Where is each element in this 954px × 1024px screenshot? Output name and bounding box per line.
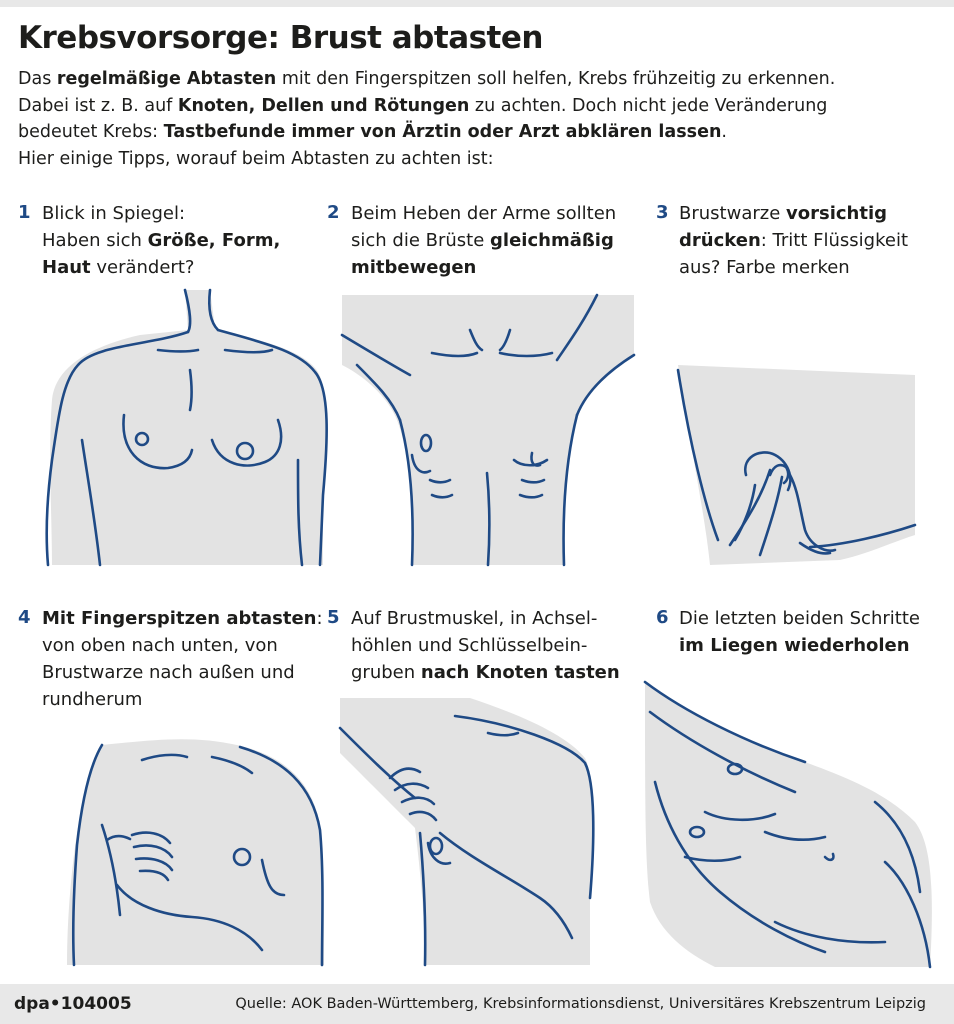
illustration-arms-raised xyxy=(342,295,634,565)
illustration-palpation xyxy=(62,735,327,965)
step-text-line xyxy=(679,227,939,254)
step-1-text xyxy=(42,200,312,281)
step-text-span: : xyxy=(316,608,323,629)
step-4-number: 4 xyxy=(18,607,31,628)
step-text-line: Die letzten beiden Schritte xyxy=(679,608,920,629)
illustration-armpit-check xyxy=(340,698,632,965)
step-2-number: 2 xyxy=(327,202,340,223)
intro-text-span: . xyxy=(721,122,727,142)
step-text-line: höhlen und Schlüsselbein- xyxy=(351,635,588,656)
step-bold: nach Knoten tasten xyxy=(420,662,620,683)
step-bold: Haut xyxy=(42,257,91,278)
step-text-span: verändert? xyxy=(90,257,195,278)
step-2-text xyxy=(351,200,641,281)
intro-line-4: Hier einige Tipps, worauf beim Abtasten zu achten ist: xyxy=(18,148,494,169)
step-1-number: 1 xyxy=(18,202,31,223)
step-5-text xyxy=(351,605,641,686)
body-silhouette xyxy=(67,739,324,965)
step-3-text xyxy=(679,200,939,281)
step-bold: gleichmäßig xyxy=(490,230,614,251)
footer-brand: dpa•104005 xyxy=(14,994,132,1014)
step-text-span: sich die Brüste xyxy=(351,230,491,251)
intro-text xyxy=(18,66,938,172)
step-text-line xyxy=(679,632,939,659)
step-text-line xyxy=(42,254,312,281)
step-text-span: Brustwarze xyxy=(679,203,786,224)
intro-text-span: mit den Fingerspitzen soll helfen, Krebs frühzeitig zu erkennen. xyxy=(276,69,836,89)
step-3-number: 3 xyxy=(656,202,669,223)
step-text-span: Haben sich xyxy=(42,230,148,251)
illustration-mirror-check xyxy=(40,290,335,565)
intro-text-span: zu achten. Doch nicht jede Veränderung xyxy=(469,95,828,116)
intro-bold: Tastbefunde immer von Ärztin oder Arzt abklären lassen xyxy=(163,122,722,142)
step-bold: mitbewegen xyxy=(351,257,477,278)
step-bold: vorsichtig xyxy=(786,203,888,224)
step-bold: Größe, Form, xyxy=(147,230,281,251)
intro-bold: regelmäßige Abtasten xyxy=(56,69,277,89)
step-text-line: Beim Heben der Arme sollten xyxy=(351,203,617,224)
step-text-line: aus? Farbe merken xyxy=(679,257,850,278)
step-6-text xyxy=(679,605,939,659)
intro-line-3 xyxy=(18,119,938,146)
intro-text-span: Das xyxy=(18,69,57,89)
step-text-line xyxy=(42,605,327,632)
step-4-text xyxy=(42,605,327,713)
step-text-line xyxy=(42,227,312,254)
top-rule xyxy=(0,0,954,7)
step-6-number: 6 xyxy=(656,607,669,628)
body-silhouette xyxy=(340,698,593,965)
intro-line-1 xyxy=(18,66,938,93)
step-bold: im Liegen wiederholen xyxy=(679,635,910,656)
step-text-span: : Tritt Flüssigkeit xyxy=(760,230,908,251)
intro-line-2 xyxy=(18,93,938,120)
footer-source: Quelle: AOK Baden-Württemberg, Krebsinformationsdienst, Universitäres Krebszentrum Leipzig xyxy=(235,996,926,1012)
step-text-line: Blick in Spiegel: xyxy=(42,203,186,224)
step-5-number: 5 xyxy=(327,607,340,628)
step-text-line: Auf Brustmuskel, in Achsel- xyxy=(351,608,598,629)
illustration-lying-down xyxy=(645,682,937,967)
intro-text-span: bedeutet Krebs: xyxy=(18,122,164,142)
intro-bold: Knoten, Dellen und Rötungen xyxy=(177,95,470,116)
step-text-line xyxy=(351,227,641,254)
collarbone-line xyxy=(158,350,198,352)
step-text-line: von oben nach unten, von xyxy=(42,635,278,656)
step-bold: drücken xyxy=(679,230,761,251)
body-silhouette xyxy=(342,295,634,565)
illustration-nipple-press xyxy=(670,365,920,565)
step-bold: Mit Fingerspitzen abtasten xyxy=(42,608,317,629)
step-text-line xyxy=(351,659,641,686)
page-title: Krebsvorsorge: Brust abtasten xyxy=(18,20,543,56)
footer-bar xyxy=(0,984,954,1024)
step-text-span: gruben xyxy=(351,662,421,683)
step-text-line: Brustwarze nach außen und xyxy=(42,662,295,683)
body-silhouette xyxy=(645,682,932,967)
step-text-line xyxy=(351,254,641,281)
step-text-line xyxy=(679,200,939,227)
step-text-line: rundherum xyxy=(42,689,143,710)
intro-text-span: Dabei ist z. B. auf xyxy=(18,95,178,116)
